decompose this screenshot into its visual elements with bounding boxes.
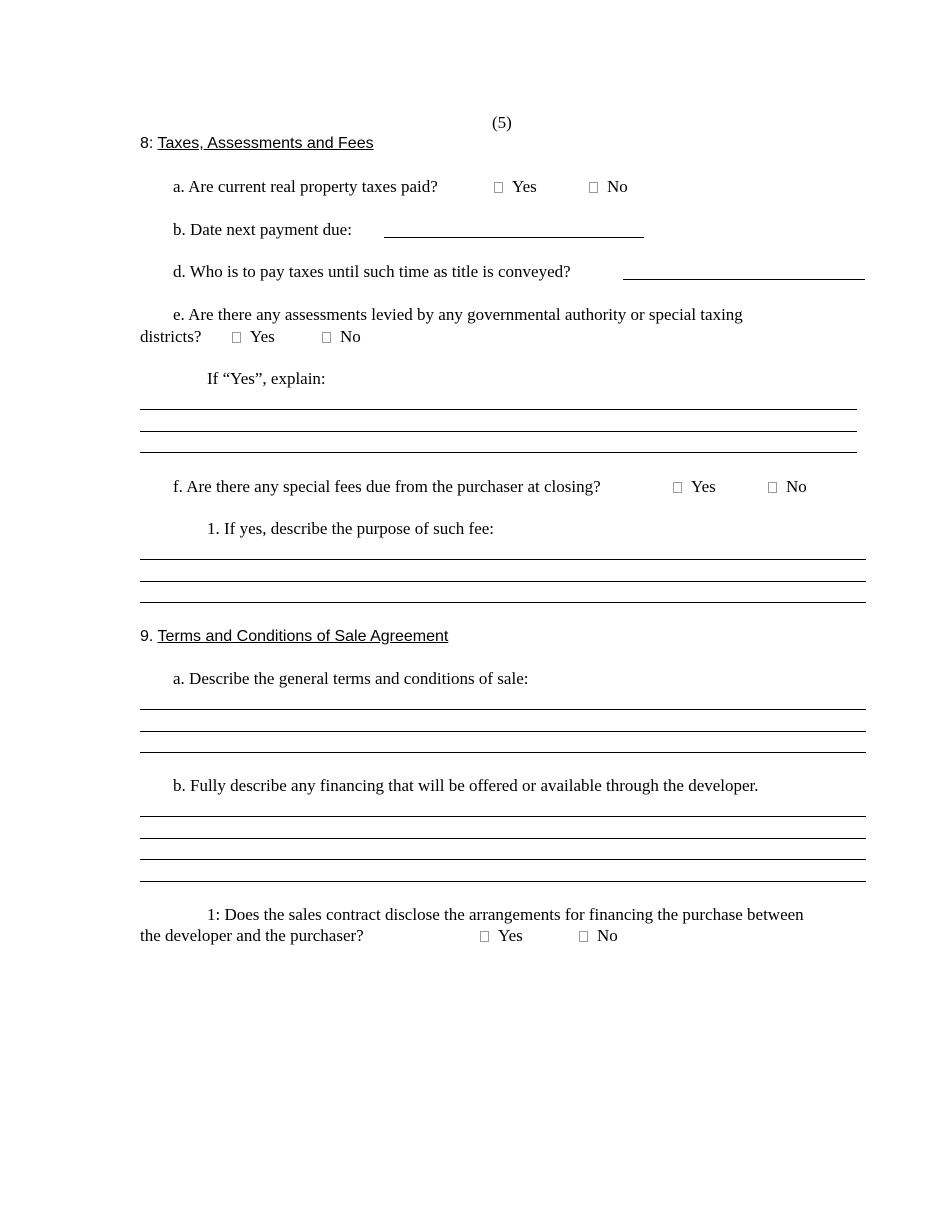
terms-line[interactable]	[140, 752, 866, 753]
section-8-heading	[140, 134, 374, 154]
section-9-title: Terms and Conditions of Sale Agreement	[157, 628, 449, 645]
question-8e-line1: e. Are there any assessments levied by any governmental authority or special taxing	[173, 305, 743, 324]
section-9-number: 9.	[140, 628, 158, 645]
terms-line[interactable]	[140, 731, 866, 732]
financing-line[interactable]	[140, 838, 866, 839]
question-9b1-line2: the developer and the purchaser?	[140, 926, 364, 945]
question-9b: b. Fully describe any financing that will be offered or available through the developer.	[173, 776, 759, 795]
section-9-heading	[140, 627, 448, 647]
question-8f-yes[interactable]: Yes	[673, 477, 716, 497]
terms-line[interactable]	[140, 709, 866, 710]
explain-line[interactable]	[140, 409, 857, 410]
question-9b1-yes[interactable]: Yes	[480, 926, 523, 946]
checkbox-icon[interactable]	[494, 182, 503, 193]
explain-line[interactable]	[140, 452, 857, 453]
fee-purpose-line[interactable]	[140, 581, 866, 582]
question-9b1-no[interactable]: No	[579, 926, 618, 946]
question-8e-no[interactable]: No	[322, 327, 361, 347]
section-8-number: 8:	[140, 135, 158, 152]
question-8f-no[interactable]: No	[768, 477, 807, 497]
question-8a: a. Are current real property taxes paid?	[173, 177, 438, 196]
page-number: (5)	[492, 113, 512, 132]
financing-line[interactable]	[140, 881, 866, 882]
checkbox-icon[interactable]	[589, 182, 598, 193]
checkbox-icon[interactable]	[673, 482, 682, 493]
question-9b1-line1: 1: Does the sales contract disclose the arrangements for financing the purchase between	[207, 905, 804, 924]
explain-line[interactable]	[140, 431, 857, 432]
checkbox-icon[interactable]	[322, 332, 331, 343]
fee-purpose-line[interactable]	[140, 559, 866, 560]
checkbox-icon[interactable]	[480, 931, 489, 942]
section-8-title: Taxes, Assessments and Fees	[157, 135, 374, 152]
fee-purpose-line[interactable]	[140, 602, 866, 603]
who-pays-taxes-field[interactable]	[623, 264, 865, 280]
question-9a: a. Describe the general terms and conditions of sale:	[173, 669, 529, 688]
date-next-payment-field[interactable]	[384, 222, 644, 238]
question-8e-explain: If “Yes”, explain:	[207, 369, 326, 388]
question-8a-yes[interactable]: Yes	[494, 177, 537, 197]
question-8e-yes[interactable]: Yes	[232, 327, 275, 347]
checkbox-icon[interactable]	[232, 332, 241, 343]
question-8e-line2: districts?	[140, 327, 202, 346]
checkbox-icon[interactable]	[579, 931, 588, 942]
question-8a-no[interactable]: No	[589, 177, 628, 197]
question-8f1: 1. If yes, describe the purpose of such fee:	[207, 519, 495, 538]
financing-line[interactable]	[140, 816, 866, 817]
checkbox-icon[interactable]	[768, 482, 777, 493]
financing-line[interactable]	[140, 859, 866, 860]
question-8b: b. Date next payment due:	[173, 220, 352, 239]
question-8d: d. Who is to pay taxes until such time as title is conveyed?	[173, 262, 571, 281]
question-8f: f. Are there any special fees due from the purchaser at closing?	[173, 477, 601, 496]
